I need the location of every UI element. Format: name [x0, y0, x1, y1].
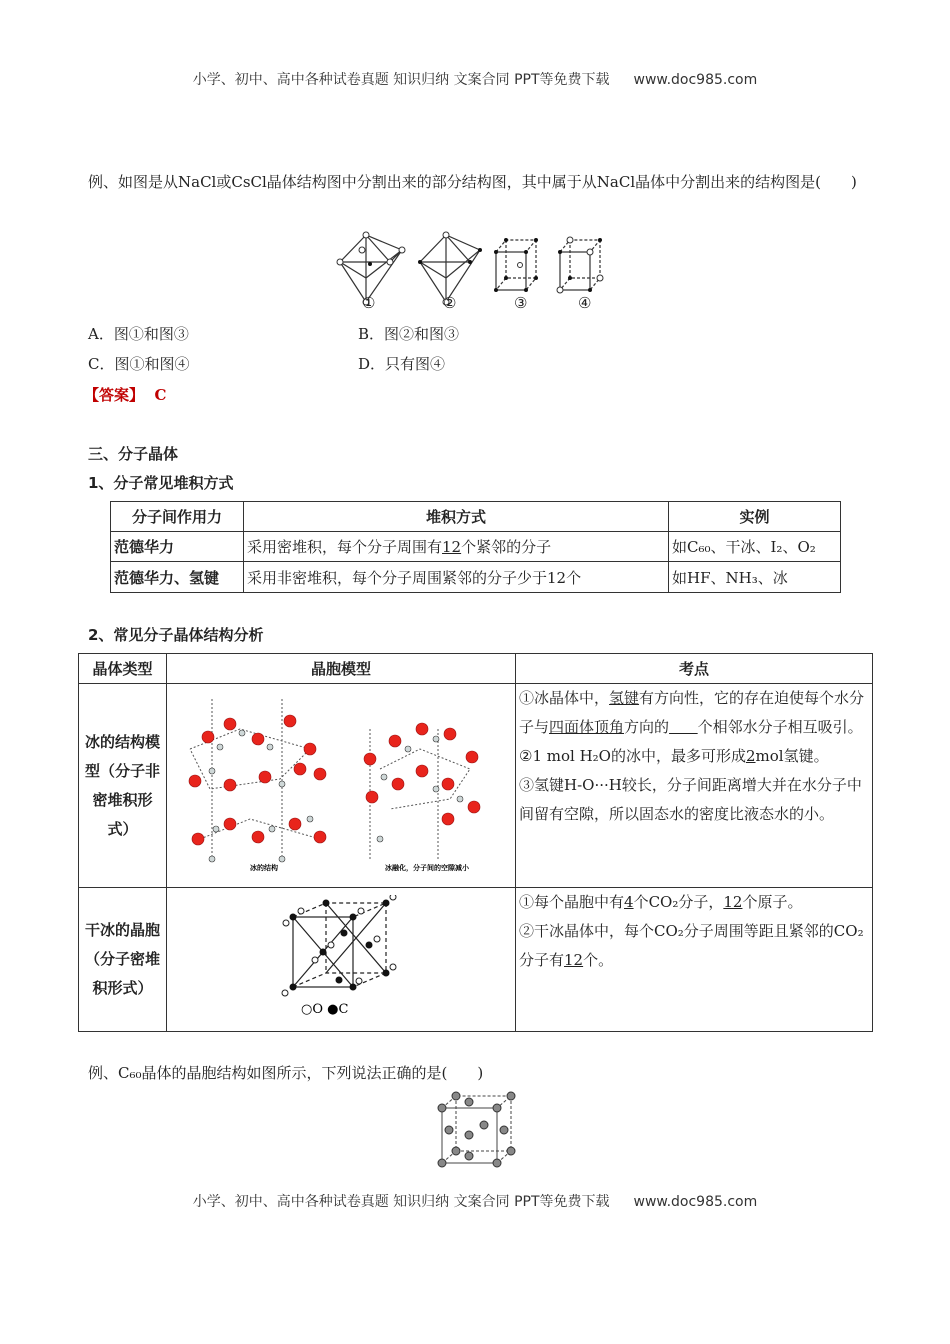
table-row-ice: [79, 684, 873, 888]
figure-label-2: ②: [443, 294, 457, 312]
answer-label: 【答案】: [84, 386, 145, 404]
subsection-2-title: 2、常见分子晶体结构分析: [88, 626, 264, 644]
molecular-crystal-table: [78, 653, 873, 1032]
ice-type-cell: 冰的结构模型（分子非密堆积形式）: [79, 684, 167, 888]
dry-ice-points-cell: [516, 888, 873, 1032]
figure-label-1: ①: [362, 294, 376, 312]
dry-ice-legend: ○O ●C: [301, 1002, 349, 1017]
c60-cell-image: [434, 1090, 516, 1172]
answer-value: C: [154, 386, 167, 404]
ice-caption-right: 冰融化，分子间的空隙减小: [385, 863, 469, 872]
answer: [84, 384, 166, 405]
col-header-packing: 堆积方式: [244, 502, 669, 532]
example1-question: 例、如图是从NaCl或CsCl晶体结构图中分割出来的部分结构图，其中属于从NaCl晶体中分割出来的结构图是( ): [88, 173, 857, 191]
example2-question: 例、C₆₀晶体的晶胞结构如图所示，下列说法正确的是( ): [88, 1064, 484, 1082]
ice-point-3: ③氢键H-O···H较长，分子间距离增大并在水分子中间留有空隙，所以固态水的密度比液态水的小。: [519, 776, 862, 823]
stacking-table: [110, 501, 841, 593]
dry-ice-cell-image: [281, 895, 401, 1020]
footer-text: 小学、初中、高中各种试卷真题 知识归纳 文案合同 PPT等免费下载: [192, 1194, 610, 1210]
ice-structure-image: [170, 689, 500, 879]
ice-model-cell: [167, 684, 516, 888]
col-header-model: 晶胞模型: [167, 654, 516, 684]
dry-ice-type-cell: 干冰的晶胞（分子密堆积形式）: [79, 888, 167, 1032]
option-b: B．图②和图③: [358, 325, 460, 343]
dry-ice-point-2: ②干冰晶体中，每个CO₂分子周围等距且紧邻的CO₂分子有12个。: [519, 922, 864, 969]
option-d: D．只有图④: [358, 355, 446, 373]
option-a: A．图①和图③: [88, 325, 189, 343]
ice-point-2: ②1 mol H₂O的冰中，最多可形成2mol氢键。: [519, 747, 829, 765]
footer-url[interactable]: www.doc985.com: [633, 1194, 758, 1210]
header-url[interactable]: www.doc985.com: [633, 72, 758, 88]
packing-cell: 采用非密堆积，每个分子周围紧邻的分子少于12个: [244, 562, 669, 593]
col-header-points: 考点: [516, 654, 873, 684]
page-footer: [0, 1191, 950, 1211]
option-c: C．图①和图④: [88, 355, 190, 373]
section-title: 三、分子晶体: [88, 445, 179, 463]
dry-ice-model-cell: [167, 888, 516, 1032]
ice-point-1: ①冰晶体中，氢键有方向性，它的存在迫使每个水分子与四面体顶角方向的 个相邻水分子相互吸引。: [519, 689, 865, 736]
col-header-force: 分子间作用力: [111, 502, 244, 532]
dry-ice-point-1: ①每个晶胞中有4个CO₂分子，12个原子。: [519, 893, 803, 911]
table-row: [111, 562, 841, 593]
example-cell: 如HF、NH₃、冰: [669, 562, 841, 593]
col-header-example: 实例: [669, 502, 841, 532]
subsection-1-title: 1、分子常见堆积方式: [88, 474, 234, 492]
header-text: 小学、初中、高中各种试卷真题 知识归纳 文案合同 PPT等免费下载: [192, 72, 610, 88]
ice-caption-left: 冰的结构: [250, 863, 278, 872]
packing-cell: 采用密堆积，每个分子周围有12个紧邻的分子: [244, 532, 669, 562]
figure-label-3: ③: [514, 294, 528, 312]
page-header: [0, 69, 950, 89]
table-row-dry-ice: [79, 888, 873, 1032]
ice-points-cell: [516, 684, 873, 888]
col-header-type: 晶体类型: [79, 654, 167, 684]
force-cell: 范德华力: [111, 532, 244, 562]
example-cell: 如C₆₀、干冰、I₂、O₂: [669, 532, 841, 562]
force-cell: 范德华力、氢键: [111, 562, 244, 593]
table-row: [111, 532, 841, 562]
figure-label-4: ④: [578, 294, 592, 312]
